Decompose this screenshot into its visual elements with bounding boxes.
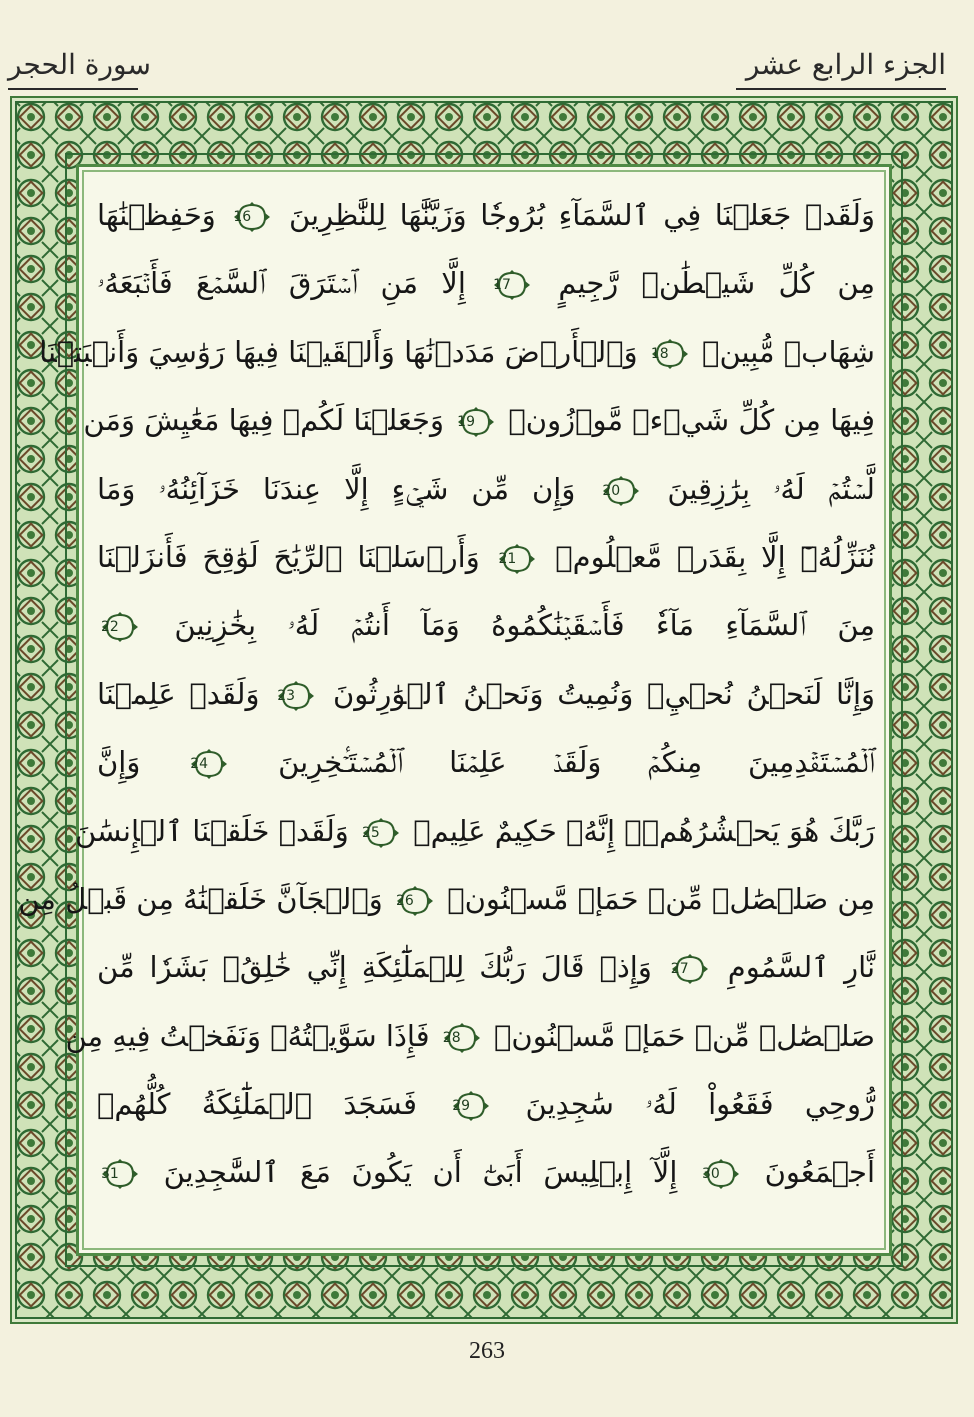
verse-line [97,933,875,1001]
verse-text: نَّارِ ٱلسَّمُومِ [727,950,876,985]
verse-line [97,523,875,591]
ayah-number-marker [277,681,315,711]
verse-text: نُنَزِّلُهُۥٓ إِلَّا بِقَدَرٖ مَّعۡلُومٖ [555,539,876,574]
verse-text: صَلۡصَٰلٖ مِّنۡ حَمَإٖ مَّسۡنُونٖ [494,1018,875,1053]
ayah-number: 23 [277,687,296,704]
ayah-number: 18 [650,345,669,362]
ayah-number: 24 [190,756,209,773]
ayah-number: 20 [602,482,621,499]
verse-line [97,1070,875,1138]
ayah-number-marker [671,954,709,984]
verse-text: وَلَقَدۡ جَعَلۡنَا فِي ٱلسَّمَآءِ بُرُوجٗا وَزَيَّنَّٰهَا لِلنَّٰظِرِينَ [288,198,876,232]
verse-text: ٱلۡمُسۡتَقۡدِمِينَ مِنكُمۡ وَلَقَدۡ عَلِمۡنَا ٱلۡمُسۡتَـٔۡخِرِينَ [278,745,876,780]
ayah-number-marker [498,544,536,574]
ayah-number: 17 [493,277,511,294]
verse-text: إِلَّا مَنِ ٱسۡتَرَقَ ٱلسَّمۡعَ فَأَتۡبَعَهُۥ [97,266,466,301]
ayah-number-marker [651,339,689,369]
verse-line [83,386,875,454]
juz-title: الجزء الرابع عشر [745,48,946,81]
verse-text: مِن كُلِّ شَيۡطَٰنٖ رَّجِيمٍ [558,266,876,301]
verse-text: أَجۡمَعُونَ [764,1155,875,1190]
header-rule-right [736,88,946,90]
verse-text: رُّوحِي فَقَعُواْ لَهُۥ سَٰجِدِينَ [525,1087,875,1122]
ayah-number-marker [101,612,139,642]
ayah-number-marker [493,270,531,300]
verse-text: مِنَ ٱلسَّمَآءِ مَآءٗ فَأَسۡقَيۡنَٰكُمُوهُ وَمَآ أَنتُمۡ لَهُۥ بِخَٰزِنِينَ [174,608,876,643]
verse-text: وَلَقَدۡ عَلِمۡنَا [97,676,260,711]
ayah-number-marker [457,407,495,437]
ayah-number-marker [396,886,434,916]
ayah-number: 19 [457,414,475,431]
verse-text: وَإِذۡ قَالَ رَبُّكَ لِلۡمَلَٰٓئِكَةِ إِنِّي خَٰلِقُۢ بَشَرٗا مِّن [97,950,652,985]
ayah-number-marker [443,1023,481,1053]
ayah-number: 25 [362,824,380,841]
ayah-number: 29 [452,1098,471,1115]
ayah-number-marker [702,1159,740,1189]
verse-line [74,797,875,865]
ayah-number: 16 [233,209,252,225]
page-number: 263 [469,1338,505,1364]
verse-text: إِلَّآ إِبۡلِيسَ أَبَىٰٓ أَن يَكُونَ مَعَ ٱلسَّٰجِدِينَ [163,1155,678,1190]
ornamental-frame [10,96,958,1324]
ayah-number-marker [452,1091,490,1121]
page-header [0,40,974,96]
verse-line [97,591,875,659]
verse-text: وَإِن مِّن شَيۡءٍ إِلَّا عِندَنَا خَزَآئِنُهُۥ وَمَا [97,471,576,506]
ayah-number: 28 [442,1029,461,1046]
ayah-number: 21 [498,550,517,567]
verse-line [97,660,875,728]
verse-text: وَأَرۡسَلۡنَا ٱلرِّيَٰحَ لَوَٰقِحَ فَأَنزَلۡنَا [97,539,480,574]
verse-lines [18,181,876,1207]
verse-line [97,181,875,249]
ayah-number: 30 [701,1166,720,1183]
verse-text: فَإِذَا سَوَّيۡتُهُۥ وَنَفَخۡتُ فِيهِ مِن [65,1018,430,1053]
verse-line [65,1002,875,1070]
ayah-number: 26 [395,892,414,909]
text-panel [18,164,892,1256]
verse-text: فَسَجَدَ ٱلۡمَلَٰٓئِكَةُ كُلُّهُمۡ [97,1087,417,1122]
verse-text: وَٱلۡأَرۡضَ مَدَدۡنَٰهَا وَأَلۡقَيۡنَا فِيهَا رَوَٰسِيَ وَأَنۢبَتۡنَا [39,334,638,369]
verse-line [39,318,875,386]
surah-title: سورة الحجر [8,48,151,81]
ayah-number: 22 [101,619,119,636]
ayah-number-marker [362,818,400,848]
verse-text: وَإِنَّا لَنَحۡنُ نُحۡيِۦ وَنُمِيتُ وَنَحۡنُ ٱلۡوَٰرِثُونَ [332,676,876,711]
verse-text: وَحَفِظۡنَٰهَا [97,198,216,232]
verse-text: مِن صَلۡصَٰلٖ مِّنۡ حَمَإٖ مَّسۡنُونٖ [447,881,875,916]
verse-text: وَلَقَدۡ خَلَقۡنَا ٱلۡإِنسَٰنَ [74,813,349,848]
verse-line [97,455,875,523]
verse-text: شِهَابٞ مُّبِينٞ [702,334,875,369]
ayah-number: 31 [101,1166,119,1183]
verse-text: فِيهَا مِن كُلِّ شَيۡءٖ مَّوۡزُونٖ [508,403,875,438]
verse-line [18,865,875,933]
verse-text: رَبَّكَ هُوَ يَحۡشُرُهُمۡۚ إِنَّهُۥ حَكِيمٌ عَلِيمٞ [413,813,875,848]
ayah-number-marker [233,202,271,232]
header-rule-left [8,88,138,90]
verse-text: وَجَعَلۡنَا لَكُمۡ فِيهَا مَعَٰيِشَ وَمَن [83,403,444,438]
verse-text: وَإِنَّ [97,745,141,780]
verse-text: لَّسۡتُمۡ لَهُۥ بِرَٰزِقِينَ [667,471,876,506]
ayah-number-marker [101,1159,139,1189]
verse-line [97,728,875,796]
ayah-number-marker [602,476,640,506]
verse-line [97,1138,875,1206]
verse-line [97,249,875,317]
ayah-number: 27 [670,961,689,978]
ayah-number-marker [190,749,228,779]
verse-text: وَٱلۡجَآنَّ خَلَقۡنَٰهُ مِن قَبۡلُ مِن [18,881,383,916]
